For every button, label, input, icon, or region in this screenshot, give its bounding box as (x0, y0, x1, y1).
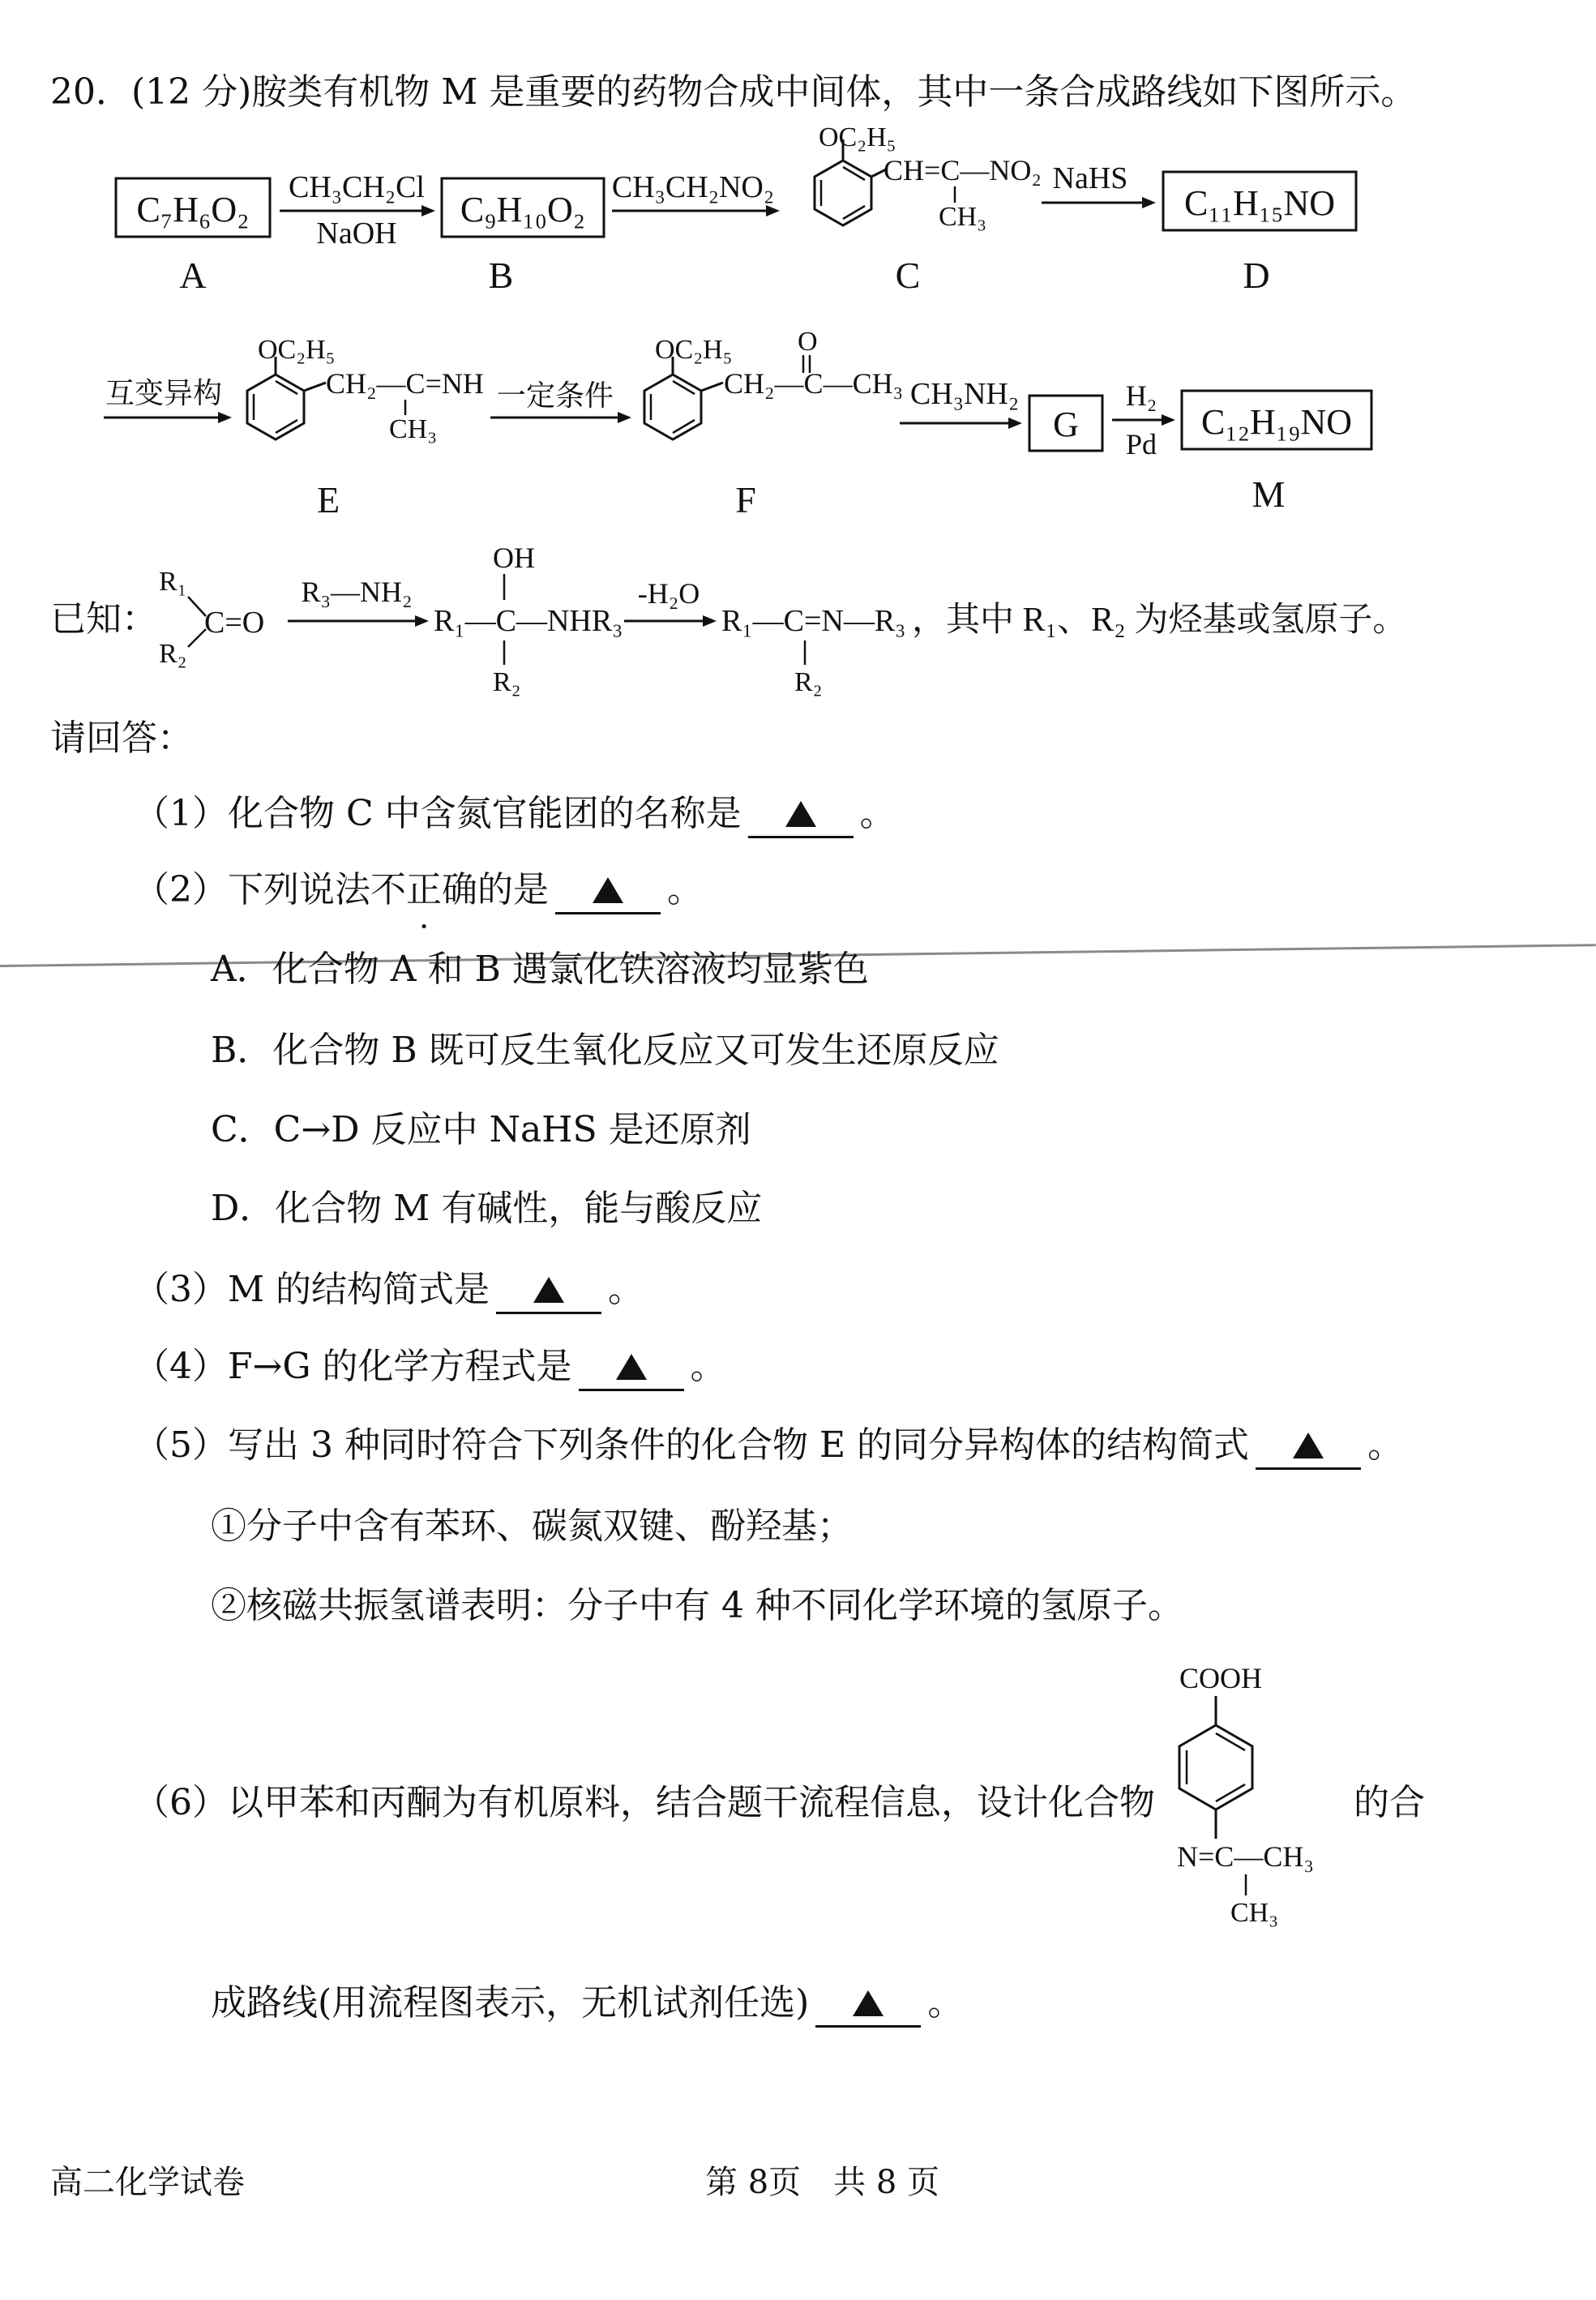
known-R1: R₁ (159, 567, 187, 597)
question-5 (134, 1424, 1403, 1470)
reagent-C-D: NaHS (1052, 161, 1128, 195)
question-6-continuation: 的合 (1354, 1782, 1425, 1823)
C-substituent-OEt: OC₂H₅ (819, 122, 896, 152)
question-5-end: 。 (1367, 1424, 1404, 1466)
arrowhead-icon (1008, 418, 1022, 429)
triangle-icon (785, 801, 816, 827)
compound-G-formula: G (1053, 405, 1079, 444)
question-3-text: （3）M 的结构简式是 (134, 1269, 490, 1310)
answer-blank-4[interactable] (579, 1346, 684, 1391)
arrowhead-icon (703, 615, 717, 627)
scheme-row-2 (0, 324, 1596, 527)
known-prefix: 已知： (50, 599, 157, 639)
question-2-text: （2）下列说法 (134, 869, 370, 910)
question-5-text: （5）写出 3 种同时符合下列条件的化合物 E 的同分异构体的结构简式 (134, 1424, 1250, 1466)
answer-blank-2[interactable] (555, 869, 661, 914)
triangle-icon (1293, 1433, 1324, 1458)
C-chain: CH=C—NO₂ (884, 154, 1042, 186)
question-2-emphasis: 不正确 (370, 869, 477, 910)
question-6-end: 。 (927, 1982, 964, 2024)
compound-E-label: E (316, 479, 340, 520)
compound-D-formula: C₁₁H₁₅NO (1183, 183, 1336, 223)
compound-C-structure (815, 122, 1042, 232)
F-carbonyl-oxygen: O (798, 327, 818, 357)
benzene-ring-icon (815, 161, 871, 225)
question-6-line-2 (211, 1982, 963, 2028)
benzene-ring-icon (247, 375, 304, 439)
C-methyl: CH₃ (939, 202, 987, 232)
question-2-mid: 的是 (477, 869, 549, 910)
question-2 (134, 869, 703, 914)
triangle-icon (593, 877, 623, 903)
compound-D-label: D (1243, 255, 1270, 296)
option-A: A．化合物 A 和 B 遇氯化铁溶液均显紫色 (211, 949, 869, 990)
compound-A-box (116, 178, 270, 237)
arrowhead-icon (415, 615, 429, 627)
known-R2: R₂ (159, 639, 187, 669)
reagent-G-M-bottom: Pd (1125, 428, 1157, 460)
known-note: ，其中 R₁、R₂ 为烃基或氢原子。 (912, 602, 1407, 639)
arrowhead-icon (1142, 197, 1156, 208)
compound-C-label: C (895, 255, 921, 296)
triangle-icon (616, 1354, 647, 1380)
scheme-row-1 (0, 122, 1596, 308)
compound-M-formula: C₁₂H₁₉NO (1200, 402, 1353, 442)
arrowhead-icon (766, 205, 780, 216)
known-intermediate-R2: R₂ (493, 667, 521, 697)
triangle-icon (533, 1277, 564, 1303)
known-reaction (0, 535, 1596, 705)
E-substituent-OEt: OC₂H₅ (258, 335, 336, 365)
compound-E-structure (247, 335, 484, 444)
reagent-B-C: CH₃CH₂NO₂ (611, 170, 775, 204)
known-reagent-2: -H₂O (637, 577, 700, 610)
question-5-condition-1: ①分子中含有苯环、碳氮双键、酚羟基； (211, 1505, 853, 1547)
compound-A-formula: C₇H₆O₂ (136, 190, 250, 229)
option-C: C．C→D 反应中 NaHS 是还原剂 (211, 1109, 751, 1150)
arrowhead-icon (618, 412, 631, 423)
reagent-A-B-top: CH₃CH₂Cl (289, 170, 425, 204)
question-6-line-1: （6）以甲苯和丙酮为有机原料，结合题干流程信息，设计化合物 (134, 1782, 1155, 1823)
question-5-condition-2: ②核磁共振氢谱表明：分子中有 4 种不同化学环境的氢原子。 (211, 1585, 1183, 1626)
known-product: R₁—C=N—R₃ (721, 604, 906, 638)
answer-blank-5[interactable] (1256, 1424, 1361, 1470)
E-chain: CH₂—C=NH (326, 367, 484, 400)
target-methyl: CH₃ (1230, 1898, 1279, 1928)
option-D: D．化合物 M 有碱性，能与酸反应 (211, 1188, 763, 1229)
known-product-R2: R₂ (794, 667, 823, 697)
instructions: 请回答： (50, 717, 193, 759)
reagent-F-G: CH₃NH₂ (909, 377, 1020, 411)
footer-left: 高二化学试卷 (50, 2164, 245, 2201)
question-4-end: 。 (690, 1346, 726, 1387)
E-methyl: CH₃ (389, 414, 438, 444)
question-4 (134, 1346, 726, 1391)
compound-M-label: M (1252, 473, 1286, 515)
question-1-text: （1）化合物 C 中含氮官能团的名称是 (134, 793, 742, 834)
triangle-icon (853, 1990, 884, 2016)
known-carbonyl: C=O (204, 606, 265, 640)
compound-B-box (442, 178, 604, 237)
question-3-end: 。 (608, 1269, 644, 1310)
arrowhead-icon (218, 412, 232, 423)
benzene-ring-icon (1179, 1725, 1252, 1810)
reagent-E-F: 一定条件 (496, 379, 614, 412)
emphasis-dotted-text (370, 869, 477, 912)
question-6-line-2-text: 成路线(用流程图表示，无机试剂任选) (211, 1982, 810, 2024)
question-4-text: （4）F→G 的化学方程式是 (134, 1346, 572, 1387)
compound-M-box (1182, 391, 1371, 449)
reagent-G-M-top: H₂ (1125, 379, 1157, 412)
F-substituent-OEt: OC₂H₅ (655, 335, 733, 365)
known-OH: OH (493, 542, 535, 574)
compound-F-structure (644, 327, 903, 439)
question-1 (134, 793, 896, 838)
arrowhead-icon (1162, 414, 1175, 426)
answer-blank-1[interactable] (748, 793, 854, 838)
known-intermediate: R₁—C—NHR₃ (434, 604, 623, 638)
reagent-to-E: 互变异构 (105, 377, 223, 409)
compound-D-box (1163, 172, 1356, 230)
question-header: 20．(12 分)胺类有机物 M 是重要的药物合成中间体，其中一条合成路线如下图所示。 (50, 71, 1417, 113)
target-COOH: COOH (1179, 1662, 1263, 1694)
question-3 (134, 1269, 644, 1314)
compound-A-label: A (179, 255, 207, 296)
footer-page-number: 第 8页 共 8 页 (705, 2164, 940, 2201)
answer-blank-6[interactable] (815, 1982, 921, 2028)
compound-B-formula: C₉H₁₀O₂ (460, 190, 586, 229)
reagent-A-B-bottom: NaOH (316, 216, 397, 251)
arrowhead-icon (421, 205, 435, 216)
option-B: B．化合物 B 既可反生氧化反应又可发生还原反应 (211, 1030, 999, 1071)
benzene-ring-icon (644, 375, 701, 439)
answer-blank-3[interactable] (496, 1269, 601, 1314)
question-1-end: 。 (859, 793, 896, 834)
target-chain: N=C—CH₃ (1177, 1840, 1314, 1873)
question-2-end: 。 (667, 869, 703, 910)
F-chain: CH₂—C—CH₃ (724, 367, 904, 400)
compound-F-label: F (735, 479, 756, 520)
compound-B-label: B (488, 255, 514, 296)
compound-G-box (1029, 396, 1102, 451)
known-reagent-1: R₃—NH₂ (301, 576, 413, 608)
